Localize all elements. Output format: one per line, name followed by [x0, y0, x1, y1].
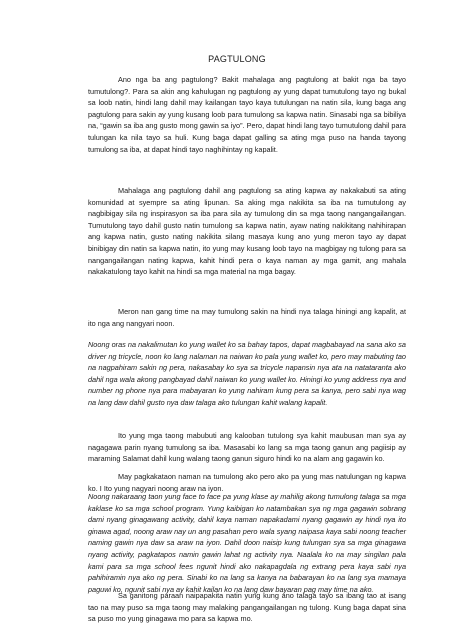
document-title: PAGTULONG: [208, 54, 266, 64]
paragraph-1: Ano nga ba ang pagtulong? Bakit mahalaga ang pagtulong at bakit nga ba tayo tumutulong?. Para sa akin ang kahulugan ng pagtulong ay yung dapat tumutulong tayo ng bukal sa loob natin, hindi lang dahil may kailangan tayo kaya tutulungan na natin sila, kung baga ang pagtulong para sakin ay yung kusang loob para tumulong sa kapwa natin. Sinasabi nga sa bibiliya na, “gawin sa iba ang gusto mong gawin sa iyo”. Pero, dapat hindi lang tayo tumutulong dahil para tulungan ka nila tayo sa huli. Kung baga dapat galling sa ating mga puso na handa tayong tumulong sa iba, at dapat hindi tayo naghihintay ng kapalit.: [88, 75, 406, 154]
paragraph-3: Meron nan gang time na may tumulong sakin na hindi nya talaga hiningi ang kapalit, at ito nga ang nangyari noon.: [88, 307, 406, 328]
paragraph-7-story: Noong nakaraang taon yung face to face pa yung klase ay mahilig akong tumulong talaga sa mga kaklase ko sa mga school program. Yung kaibigan ko natambakan sya ng mga gagawin sobrang dami nyang ginagawang activity, dahil kaya naman napakadami nyang gagawin ay hindi nya ito ginawa agad, noong araw nay un ang pasahan pero wala syang naipasa kaya sabi noong teacher naming gawin nya daw sa araw na iyon. Dahil doon naisip kung tulungan sya sa mga ginagawa nyang activity, pagkatapos namin gawin lahat ng activity nya. Naalala ko na may singilan pala kami para sa mga school fees ngunit hindi ako nakapagdala ng extrang pera kaya sabi nya pahihiramin nya ako ng pera. Sinabi ko na lang sa kanya na babarayan ko na lang sya mamaya paguwi ko, ngunit sabi nya ay kahit kailan ko na lang daw bayaran pag may time na ako.: [88, 492, 406, 594]
paragraph-4-story: Noong oras na nakalimutan ko yung wallet ko sa bahay tapos, dapat magbabayad na sana ako sa driver ng tricycle, noon ko lang nalaman na naiwan ko pala yung wallet ko, pero may mabuting tao na nagpahiram sakin ng pera, nakasabay ko sya sa tricycle napansin nya ata na natataranta ako dahil nga wala akong pangbayad dahil naiwan ko yung wallet ko. Hiningi ko yung address nya and number ng phone nya para mabayaran ko yung nahiram kung pera sa kanya, pero sabi nya wag na lang daw dahil gusto nya daw talaga ako tulungan kahit walang kapalit.: [88, 340, 406, 407]
paragraph-6: May pagkakataon naman na tumulong ako pero ako pa yung mas natulungan ng kapwa ko. I Ito yung nagyari noong araw na iyon.: [88, 472, 406, 493]
paragraph-2: Mahalaga ang pagtulong dahil ang pagtulong sa ating kapwa ay nakakabuti sa ating komunidad at syempre sa ating lipunan. Sa aking mga nakikita sa iba na tumutulong ay nagbibigay sila ng inspirasyon sa iba para sila ay tumulong din sa mga taong nangangailangan. Tumutulong tayo dahil gusto natin tumulong sa kapwa natin, ayaw nating nakikitang nahihirapan ang kapwa natin, gusto nating nakikita silang masaya kung ano yung meron tayo ay dapat binibigay din natin sa kapwa natin, ito yung may kusang loob tayo na magbigay ng tulong para sa nangangailangan nating kapwa, kahit hindi pera o kaya naman ay mga gamit, ang mahala nakakatulong tayo kahit na hindi sa mga material na mga bagay.: [88, 186, 406, 277]
paragraph-8: Sa ganitong paraan naipapakita natin yung kung ano talaga tayo sa ibang tao at isang tao na may puso sa mga taong may malaking pangangailangan ng tulong. Kung baga dapat sina sa puso mo yung ginagawa mo para sa kapwa mo.: [88, 591, 406, 624]
paragraph-5: Ito yung mga taong mabubuti ang kalooban tutulong sya kahit maubusan man sya ay nagagawa parin nyang tumulong sa iba. Masasabi ko lang sa mga taong ganun ang pagiisip ay maraming Salamat dahil kung walang taong ganun siguro hindi ko na alam ang gagawin ko.: [88, 431, 406, 464]
